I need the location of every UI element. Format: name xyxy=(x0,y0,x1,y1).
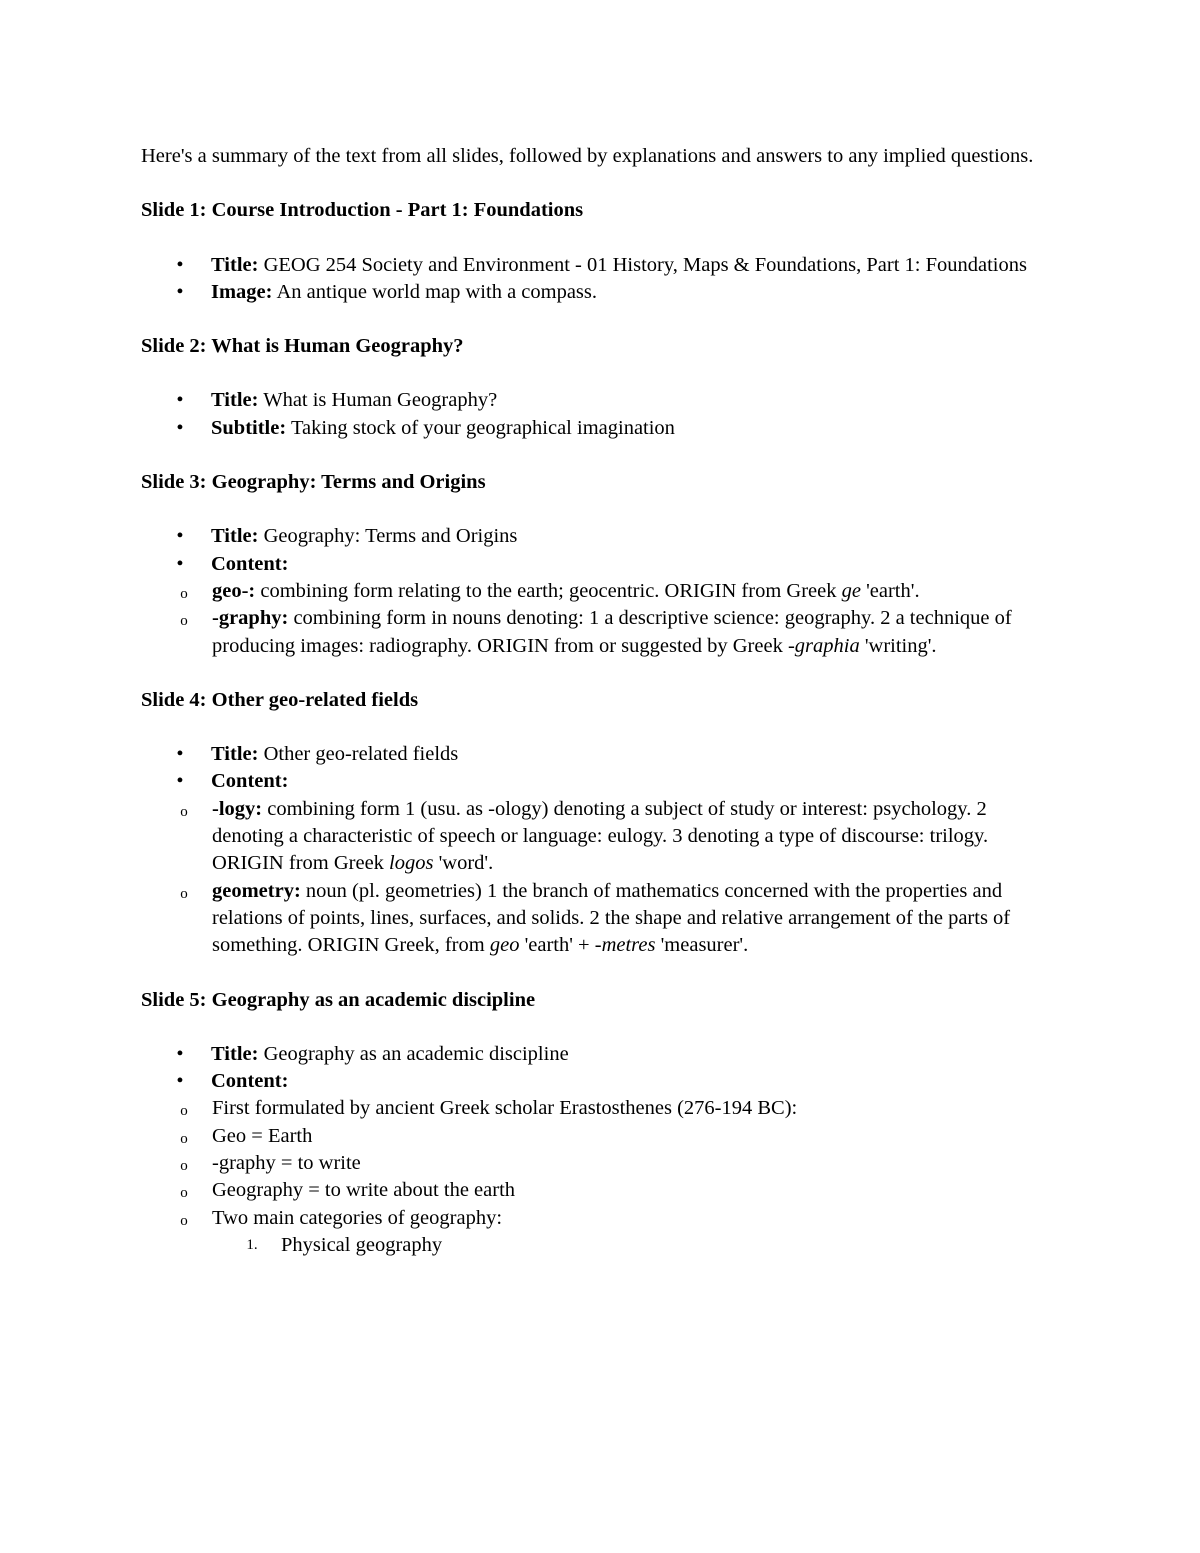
content-text: Geo = Earth xyxy=(212,1124,313,1147)
slide-3-bullets xyxy=(141,523,1061,659)
list-item xyxy=(141,878,1061,960)
definition-text: 'word'. xyxy=(438,852,494,875)
list-item xyxy=(141,252,1061,279)
list-item xyxy=(141,551,1061,660)
definition-text: 'earth' + xyxy=(524,934,590,957)
circle-bullet-icon: o xyxy=(180,1185,188,1202)
content-text: Two main categories of geography: xyxy=(212,1206,503,1229)
list-item xyxy=(141,523,1061,550)
title-label: Title: xyxy=(211,389,259,412)
slide-4-heading: Slide 4: Other geo-related fields xyxy=(141,688,419,711)
list-item xyxy=(141,1068,1061,1259)
content-label: Content: xyxy=(211,770,289,793)
numbered-text: Physical geography xyxy=(281,1233,443,1256)
title-text: Geography as an academic discipline xyxy=(263,1042,569,1065)
list-item xyxy=(141,605,1061,660)
image-text: An antique world map with a compass. xyxy=(276,280,598,303)
origin-word: geo xyxy=(489,934,520,957)
content-text: Geography = to write about the earth xyxy=(212,1179,516,1202)
bullet-icon: • xyxy=(176,743,184,766)
origin-word: -graphia xyxy=(787,634,860,657)
circle-bullet-icon: o xyxy=(180,1130,188,1147)
slide-5-bullets xyxy=(141,1041,1061,1259)
title-text: GEOG 254 Society and Environment - 01 History, Maps & Foundations, Part 1: Foundations xyxy=(263,253,1027,276)
content-label: Content: xyxy=(211,552,289,575)
slide-1-heading: Slide 1: Course Introduction - Part 1: Foundations xyxy=(141,199,584,222)
circle-bullet-icon: o xyxy=(180,885,188,902)
subtitle-text: Taking stock of your geographical imagination xyxy=(290,416,675,439)
origin-word: -metres xyxy=(594,934,656,957)
slide-1-bullets xyxy=(141,252,1061,307)
definition-text: noun (pl. geometries) 1 the branch of mathematics concerned with the properties and relations of points, lines, surfaces, and solids. 2 the shape and relative arrangement of the parts of something. ORIGIN Greek, from xyxy=(212,879,1011,957)
list-item xyxy=(141,1205,1061,1260)
term: geometry: xyxy=(212,879,301,902)
image-label: Image: xyxy=(211,280,273,303)
title-label: Title: xyxy=(211,253,259,276)
bullet-icon: • xyxy=(176,552,184,575)
definition-text: combining form relating to the earth; geocentric. ORIGIN from Greek xyxy=(260,579,837,602)
bullet-icon: • xyxy=(176,416,184,439)
list-item xyxy=(141,415,1061,442)
list-item xyxy=(141,741,1061,768)
slide-4-bullets xyxy=(141,741,1061,959)
title-label: Title: xyxy=(211,743,259,766)
origin-word: logos xyxy=(389,852,434,875)
bullet-icon: • xyxy=(176,280,184,303)
slide-2-bullets xyxy=(141,387,1061,442)
document-page xyxy=(141,143,1061,1286)
title-text: What is Human Geography? xyxy=(263,389,498,412)
content-list xyxy=(141,1095,1061,1259)
title-label: Title: xyxy=(211,525,259,548)
numbered-item xyxy=(141,1232,1061,1259)
slide-3-heading: Slide 3: Geography: Terms and Origins xyxy=(141,471,486,494)
slide-5-heading: Slide 5: Geography as an academic discipline xyxy=(141,988,536,1011)
content-text: -graphy = to write xyxy=(212,1152,361,1175)
definition-text: 'writing'. xyxy=(864,634,937,657)
content-label: Content: xyxy=(211,1070,289,1093)
list-item xyxy=(141,796,1061,878)
circle-bullet-icon: o xyxy=(180,1158,188,1175)
list-item xyxy=(141,1041,1061,1068)
origin-word: ge xyxy=(841,579,861,602)
title-text: Other geo-related fields xyxy=(263,743,459,766)
circle-bullet-icon: o xyxy=(180,1103,188,1120)
definition-text: combining form 1 (usu. as -ology) denoting a subject of study or interest: psychology. 2 denoting a characteristic of speech or language: eulogy. 3 denoting a type of discourse: trilogy. ORIGIN from Greek xyxy=(212,797,989,875)
list-item xyxy=(141,1177,1061,1204)
circle-bullet-icon: o xyxy=(180,803,188,820)
number-marker: 1. xyxy=(246,1236,258,1253)
content-text: First formulated by ancient Greek scholar Erastosthenes (276-194 BC): xyxy=(212,1097,798,1120)
bullet-icon: • xyxy=(176,770,184,793)
list-item xyxy=(141,279,1061,306)
list-item xyxy=(141,1095,1061,1122)
list-item xyxy=(141,578,1061,605)
bullet-icon: • xyxy=(176,525,184,548)
bullet-icon: • xyxy=(176,1070,184,1093)
list-item xyxy=(141,1150,1061,1177)
title-text: Geography: Terms and Origins xyxy=(263,525,518,548)
circle-bullet-icon: o xyxy=(180,585,188,602)
numbered-list xyxy=(141,1232,1061,1259)
content-list xyxy=(141,796,1061,960)
subtitle-label: Subtitle: xyxy=(211,416,287,439)
slide-2-heading: Slide 2: What is Human Geography? xyxy=(141,335,464,358)
bullet-icon: • xyxy=(176,253,184,276)
circle-bullet-icon: o xyxy=(180,613,188,630)
term: -graphy: xyxy=(212,607,289,630)
list-item xyxy=(141,387,1061,414)
bullet-icon: • xyxy=(176,1042,184,1065)
definition-text: 'earth'. xyxy=(866,579,920,602)
list-item xyxy=(141,768,1061,959)
definition-text: combining form in nouns denoting: 1 a descriptive science: geography. 2 a technique of producing images: radiography. ORIGIN from or suggested by Greek xyxy=(212,607,1012,657)
intro-paragraph: Here's a summary of the text from all slides, followed by explanations and answers to any implied questions. xyxy=(141,145,1034,167)
content-list xyxy=(141,578,1061,660)
bullet-icon: • xyxy=(176,389,184,412)
list-item xyxy=(141,1123,1061,1150)
term: geo-: xyxy=(212,579,256,602)
title-label: Title: xyxy=(211,1042,259,1065)
circle-bullet-icon: o xyxy=(180,1212,188,1229)
term: -logy: xyxy=(212,797,263,820)
definition-text: 'measurer'. xyxy=(660,934,749,957)
